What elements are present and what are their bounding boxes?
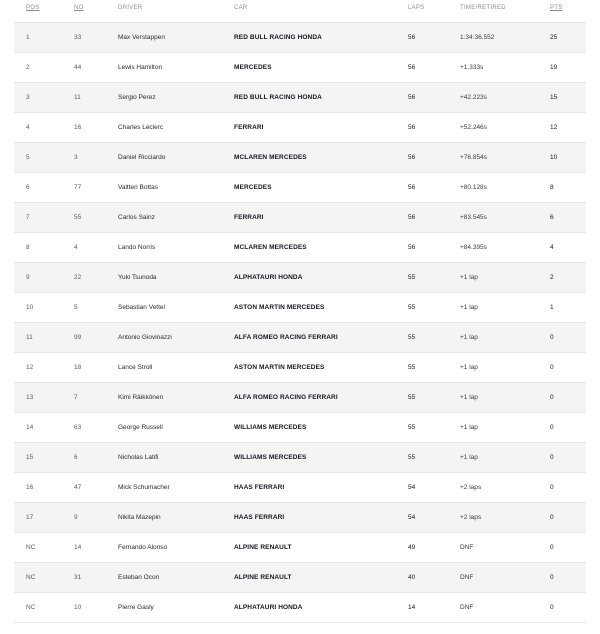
table-row[interactable] xyxy=(14,593,586,623)
table-row[interactable] xyxy=(14,23,586,53)
cell-driver: Pierre Gasly xyxy=(118,604,154,611)
table-row[interactable] xyxy=(14,383,586,413)
cell-number: 5 xyxy=(74,304,78,311)
cell-car: ALFA ROMEO RACING FERRARI xyxy=(234,334,338,341)
cell-number: 22 xyxy=(74,274,82,281)
table-row[interactable] xyxy=(14,173,586,203)
cell-driver: Max Verstappen xyxy=(118,34,165,41)
cell-time-retired: +1 lap xyxy=(460,304,478,311)
cell-driver: Yuki Tsunoda xyxy=(118,274,157,281)
cell-time-retired: +80.128s xyxy=(460,184,487,191)
table-row[interactable] xyxy=(14,113,586,143)
cell-laps: 55 xyxy=(408,424,416,431)
cell-points: 0 xyxy=(550,454,554,461)
cell-driver: Kimi Räikkönen xyxy=(118,394,164,401)
cell-pos: 7 xyxy=(26,214,30,221)
cell-number: 9 xyxy=(74,514,78,521)
cell-pos: NC xyxy=(26,574,36,581)
cell-car: HAAS FERRARI xyxy=(234,514,285,521)
table-row[interactable] xyxy=(14,83,586,113)
cell-car: FERRARI xyxy=(234,214,264,221)
cell-number: 31 xyxy=(74,574,82,581)
cell-driver: George Russell xyxy=(118,424,163,431)
cell-pos: NC xyxy=(26,544,36,551)
cell-driver: Charles Leclerc xyxy=(118,124,164,131)
table-row[interactable] xyxy=(14,533,586,563)
cell-pos: 13 xyxy=(26,394,34,401)
cell-points: 0 xyxy=(550,544,554,551)
cell-car: ALFA ROMEO RACING FERRARI xyxy=(234,394,338,401)
cell-laps: 54 xyxy=(408,484,416,491)
cell-laps: 49 xyxy=(408,544,416,551)
header-no[interactable]: NO xyxy=(74,5,84,11)
cell-time-retired: DNF xyxy=(460,544,474,551)
header-laps: LAPS xyxy=(408,5,425,11)
cell-number: 10 xyxy=(74,604,82,611)
header-driver: DRIVER xyxy=(118,5,143,11)
cell-time-retired: +1 lap xyxy=(460,334,478,341)
cell-driver: Daniel Ricciardo xyxy=(118,154,166,161)
table-row[interactable] xyxy=(14,203,586,233)
cell-time-retired: DNF xyxy=(460,574,474,581)
cell-number: 14 xyxy=(74,544,82,551)
cell-pos: 8 xyxy=(26,244,30,251)
table-body xyxy=(14,23,586,623)
cell-pos: 3 xyxy=(26,94,30,101)
cell-car: MERCEDES xyxy=(234,184,272,191)
cell-points: 15 xyxy=(550,94,558,101)
cell-car: MERCEDES xyxy=(234,64,272,71)
cell-number: 63 xyxy=(74,424,82,431)
cell-car: ASTON MARTIN MERCEDES xyxy=(234,304,325,311)
cell-pos: 1 xyxy=(26,34,30,41)
cell-points: 0 xyxy=(550,574,554,581)
cell-time-retired: +1 lap xyxy=(460,274,478,281)
cell-car: FERRARI xyxy=(234,124,264,131)
cell-time-retired: +1 lap xyxy=(460,454,478,461)
cell-pos: 12 xyxy=(26,364,34,371)
cell-laps: 56 xyxy=(408,94,416,101)
cell-points: 6 xyxy=(550,214,554,221)
cell-points: 12 xyxy=(550,124,558,131)
cell-number: 3 xyxy=(74,154,78,161)
cell-car: HAAS FERRARI xyxy=(234,484,285,491)
cell-laps: 56 xyxy=(408,124,416,131)
cell-laps: 55 xyxy=(408,304,416,311)
cell-points: 0 xyxy=(550,604,554,611)
cell-laps: 55 xyxy=(408,394,416,401)
cell-driver: Lando Norris xyxy=(118,244,156,251)
cell-car: RED BULL RACING HONDA xyxy=(234,34,322,41)
cell-laps: 56 xyxy=(408,214,416,221)
cell-laps: 55 xyxy=(408,274,416,281)
cell-laps: 56 xyxy=(408,244,416,251)
cell-pos: 15 xyxy=(26,454,34,461)
cell-laps: 56 xyxy=(408,34,416,41)
cell-number: 33 xyxy=(74,34,82,41)
cell-driver: Lewis Hamilton xyxy=(118,64,163,71)
header-car: CAR xyxy=(234,5,248,11)
cell-number: 7 xyxy=(74,394,78,401)
race-results-table xyxy=(14,0,586,623)
cell-laps: 56 xyxy=(408,154,416,161)
cell-points: 0 xyxy=(550,514,554,521)
table-row[interactable] xyxy=(14,413,586,443)
cell-driver: Lance Stroll xyxy=(118,364,153,371)
cell-time-retired: +2 laps xyxy=(460,484,482,491)
cell-time-retired: +83.545s xyxy=(460,214,487,221)
cell-driver: Sebastian Vettel xyxy=(118,304,165,311)
cell-number: 44 xyxy=(74,64,82,71)
cell-points: 0 xyxy=(550,394,554,401)
cell-pos: NC xyxy=(26,604,36,611)
table-header xyxy=(14,0,586,23)
cell-number: 47 xyxy=(74,484,82,491)
cell-number: 99 xyxy=(74,334,82,341)
cell-driver: Sergio Perez xyxy=(118,94,156,101)
cell-car: ASTON MARTIN MERCEDES xyxy=(234,364,325,371)
cell-laps: 55 xyxy=(408,334,416,341)
cell-points: 0 xyxy=(550,364,554,371)
cell-driver: Mick Schumacher xyxy=(118,484,170,491)
cell-number: 16 xyxy=(74,124,82,131)
cell-pos: 11 xyxy=(26,334,33,341)
cell-points: 2 xyxy=(550,274,554,281)
table-row[interactable] xyxy=(14,143,586,173)
cell-laps: 56 xyxy=(408,184,416,191)
cell-points: 10 xyxy=(550,154,558,161)
cell-car: ALPINE RENAULT xyxy=(234,574,292,581)
cell-points: 0 xyxy=(550,424,554,431)
cell-time-retired: +1 lap xyxy=(460,364,478,371)
cell-pos: 17 xyxy=(26,514,34,521)
cell-car: ALPHATAURI HONDA xyxy=(234,604,303,611)
cell-car: MCLAREN MERCEDES xyxy=(234,154,307,161)
cell-pos: 9 xyxy=(26,274,30,281)
cell-car: ALPINE RENAULT xyxy=(234,544,292,551)
cell-driver: Fernando Alonso xyxy=(118,544,168,551)
cell-pos: 16 xyxy=(26,484,34,491)
cell-driver: Carlos Sainz xyxy=(118,214,155,221)
cell-pos: 10 xyxy=(26,304,34,311)
cell-number: 18 xyxy=(74,364,82,371)
cell-time-retired: DNF xyxy=(460,604,474,611)
cell-time-retired: +84.395s xyxy=(460,244,487,251)
cell-laps: 55 xyxy=(408,454,416,461)
cell-number: 6 xyxy=(74,454,78,461)
cell-car: WILLIAMS MERCEDES xyxy=(234,424,307,431)
header-time-retired: TIME/RETIRED xyxy=(460,5,506,11)
cell-driver: Valtteri Bottas xyxy=(118,184,158,191)
cell-time-retired: +1 lap xyxy=(460,424,478,431)
cell-driver: Antonio Giovinazzi xyxy=(118,334,172,341)
cell-pos: 2 xyxy=(26,64,30,71)
cell-points: 1 xyxy=(550,304,554,311)
cell-time-retired: +2 laps xyxy=(460,514,482,521)
table-row[interactable] xyxy=(14,503,586,533)
cell-laps: 56 xyxy=(408,64,416,71)
cell-points: 0 xyxy=(550,484,554,491)
cell-number: 77 xyxy=(74,184,82,191)
table-row[interactable] xyxy=(14,53,586,83)
cell-pos: 6 xyxy=(26,184,30,191)
table-row[interactable] xyxy=(14,233,586,263)
cell-time-retired: +42.223s xyxy=(460,94,487,101)
cell-time-retired: +1 lap xyxy=(460,394,478,401)
cell-points: 25 xyxy=(550,34,558,41)
cell-laps: 14 xyxy=(408,604,416,611)
cell-points: 0 xyxy=(550,334,554,341)
cell-time-retired: 1:34:36.552 xyxy=(460,34,495,41)
cell-laps: 55 xyxy=(408,364,416,371)
cell-pos: 14 xyxy=(26,424,34,431)
cell-points: 4 xyxy=(550,244,554,251)
cell-number: 4 xyxy=(74,244,78,251)
cell-car: WILLIAMS MERCEDES xyxy=(234,454,307,461)
cell-pos: 5 xyxy=(26,154,30,161)
table-row[interactable] xyxy=(14,293,586,323)
cell-driver: Nikita Mazepin xyxy=(118,514,161,521)
cell-car: ALPHATAURI HONDA xyxy=(234,274,303,281)
cell-points: 19 xyxy=(550,64,558,71)
cell-laps: 40 xyxy=(408,574,416,581)
cell-driver: Nicholas Latifi xyxy=(118,454,159,461)
cell-points: 8 xyxy=(550,184,554,191)
cell-time-retired: +1.333s xyxy=(460,64,484,71)
header-pos[interactable]: POS xyxy=(26,5,40,11)
table-row[interactable] xyxy=(14,323,586,353)
header-pts[interactable]: PTS xyxy=(550,5,563,11)
cell-time-retired: +52.246s xyxy=(460,124,487,131)
table-row[interactable] xyxy=(14,353,586,383)
cell-laps: 54 xyxy=(408,514,416,521)
table-row[interactable] xyxy=(14,263,586,293)
cell-car: MCLAREN MERCEDES xyxy=(234,244,307,251)
cell-pos: 4 xyxy=(26,124,30,131)
cell-car: RED BULL RACING HONDA xyxy=(234,94,322,101)
cell-time-retired: +76.854s xyxy=(460,154,487,161)
cell-number: 11 xyxy=(74,94,81,101)
cell-driver: Esteban Ocon xyxy=(118,574,160,581)
table-row[interactable] xyxy=(14,443,586,473)
cell-number: 55 xyxy=(74,214,82,221)
table-row[interactable] xyxy=(14,473,586,503)
table-row[interactable] xyxy=(14,563,586,593)
